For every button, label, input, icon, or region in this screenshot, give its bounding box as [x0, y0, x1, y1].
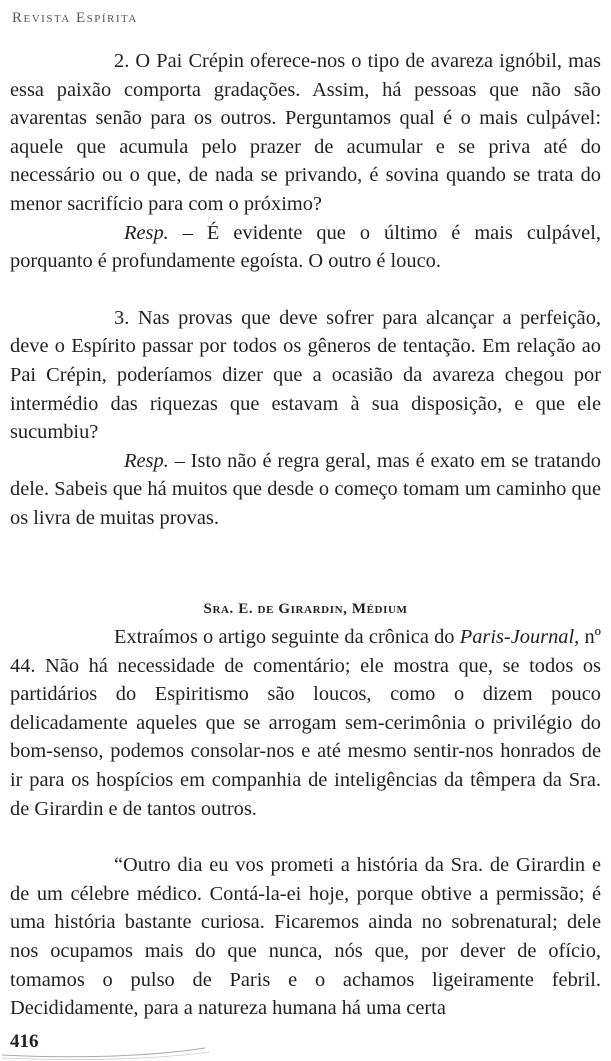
intro-text-b: , nº 44. Não há necessidade de comentário; ele mostra que, se todos os partidários do Espiritismo são loucos, como o dizem pouco delicadamente aqueles que se arrogam sem-cerimônia o privilégio do bom-senso, podemos consolar-nos e até mesmo sentir-nos honrados de ir para os hospícios em companhia de inteligências da têmpera da Sra. de Girardin e de tantos outros. [10, 626, 601, 820]
page-body [10, 47, 601, 1023]
answer-text: – Isto não é regra geral, mas é exato em se tratando dele. Sabeis que há muitos que desde o começo tomam um caminho que os livra de muitas provas. [10, 449, 601, 529]
answer-text: – É evidente que o último é mais culpável, porquanto é profundamente egoísta. O outro é louco. [10, 221, 601, 273]
paragraph-quote: “Outro dia eu vos prometi a história da Sra. de Girardin e de um célebre médico. Contá-la-ei hoje, porque obtive a permissão; é uma história bastante curiosa. Ficaremos ainda no sobrenatural; dele nos ocupamos mais do que nunca, nós que, por dever de ofício, tomamos o pulso de Paris e o achamos ligeiramente febril. Decididamente, para a natureza humana há uma certa [10, 854, 601, 1020]
paragraph-answer-3 [10, 447, 601, 533]
paragraph-answer-2 [10, 219, 601, 276]
running-header: Revista Espírita [12, 10, 138, 26]
intro-text-a: Extraímos o artigo seguinte da crônica do [114, 626, 460, 649]
paragraph-question-3: 3. Nas provas que deve sofrer para alcançar a perfeição, deve o Espírito passar por todos os gêneros de tentação. Em relação ao Pai Crépin, poderíamos dizer que a ocasião da avareza chegou por intermédio das riquezas que estavam à sua disposição, e que ele sucumbiu? [10, 306, 601, 444]
page-number: 416 [10, 1031, 39, 1052]
journal-name: Paris-Journal [459, 626, 575, 649]
resp-label: Resp. [124, 449, 169, 472]
section-title: Sra. E. de Girardin, Médium [203, 600, 408, 617]
paragraph-intro [10, 623, 601, 823]
resp-label: Resp. [124, 221, 169, 244]
paragraph-question-2: 2. O Pai Crépin oferece-nos o tipo de avareza ignóbil, mas essa paixão comporta gradações. Assim, há pessoas que não são avarentas senão para os outros. Perguntamos qual é o mais culpável: aquele que acumula pelo prazer de acumular e se priva até do necessário ou o que, de nada se privando, é sovina quando se trata do menor sacrifício para com o próximo? [10, 50, 601, 215]
footer-swoosh-ornament [0, 1040, 230, 1061]
